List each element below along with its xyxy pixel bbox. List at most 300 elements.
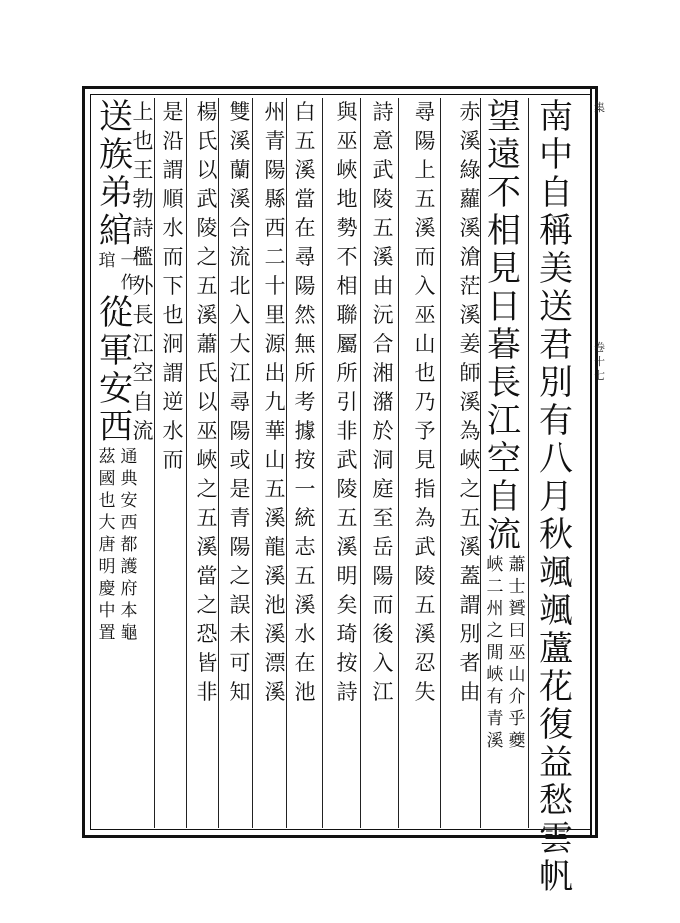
- glyph: 五: [264, 477, 286, 501]
- glyph: 空: [487, 439, 521, 479]
- commentary-column-6: [334, 98, 360, 707]
- glyph: 赤: [459, 100, 481, 124]
- glyph: 所: [336, 361, 358, 385]
- glyph: 不: [487, 173, 521, 213]
- note-glyph: 溪: [486, 731, 504, 751]
- note-glyph: 贇: [508, 599, 526, 619]
- glyph: 指: [414, 477, 436, 501]
- glyph: 詩: [132, 216, 154, 240]
- glyph: 弟: [99, 173, 133, 213]
- glyph: 於: [372, 419, 394, 443]
- inline-note: [94, 250, 138, 294]
- glyph: 縣: [264, 187, 286, 211]
- glyph: 蘆: [539, 629, 573, 669]
- note-glyph: 典: [120, 469, 138, 489]
- glyph: 按: [336, 651, 358, 675]
- glyph: 上: [132, 100, 154, 124]
- glyph: 武: [196, 187, 218, 211]
- glyph: 溪: [459, 216, 481, 240]
- glyph: 由: [459, 680, 481, 704]
- glyph: 綰: [99, 211, 133, 251]
- glyph: 外: [132, 274, 154, 298]
- glyph: 別: [539, 363, 573, 403]
- margin-glyph: 十: [594, 355, 605, 368]
- glyph: 滄: [459, 245, 481, 269]
- glyph: 當: [196, 564, 218, 588]
- glyph: 溪: [414, 216, 436, 240]
- glyph: 者: [459, 651, 481, 675]
- inline-note: [94, 446, 138, 644]
- glyph: 山: [264, 448, 286, 472]
- glyph: 據: [294, 419, 316, 443]
- glyph: 沅: [372, 303, 394, 327]
- note-glyph: 本: [120, 601, 138, 621]
- glyph: 忍: [414, 651, 436, 675]
- glyph: 巫: [336, 129, 358, 153]
- glyph: 帆: [539, 857, 573, 897]
- glyph: 溪: [196, 303, 218, 327]
- glyph: 詩: [336, 680, 358, 704]
- note-glyph: 一: [120, 251, 138, 271]
- glyph: 陵: [372, 187, 394, 211]
- glyph: 矣: [336, 593, 358, 617]
- glyph: 溪: [264, 564, 286, 588]
- glyph: 青: [264, 129, 286, 153]
- glyph: 溪: [196, 535, 218, 559]
- note-glyph: 閒: [486, 643, 504, 663]
- glyph: 溪: [336, 535, 358, 559]
- glyph: 溪: [294, 158, 316, 182]
- note-glyph: 琯: [98, 251, 116, 271]
- note-glyph: 也: [98, 491, 116, 511]
- glyph: 而: [162, 448, 184, 472]
- glyph: 漂: [264, 651, 286, 675]
- glyph: 然: [294, 303, 316, 327]
- glyph: 以: [196, 390, 218, 414]
- glyph: 五: [196, 506, 218, 530]
- glyph: 君: [539, 325, 573, 365]
- glyph: 沿: [162, 129, 184, 153]
- glyph: 雲: [539, 819, 573, 859]
- glyph: 颯: [539, 553, 573, 593]
- glyph: 溪: [294, 593, 316, 617]
- glyph: 尋: [414, 100, 436, 124]
- glyph: 五: [459, 506, 481, 530]
- text-column-13: [94, 98, 138, 644]
- glyph: 檻: [132, 245, 154, 269]
- glyph: 在: [294, 651, 316, 675]
- glyph: 安: [99, 369, 133, 409]
- glyph: 謂: [459, 593, 481, 617]
- note-glyph: 明: [98, 557, 116, 577]
- glyph: 水: [294, 622, 316, 646]
- glyph: 從: [99, 293, 133, 333]
- glyph: 謂: [162, 361, 184, 385]
- glyph: 溪: [459, 129, 481, 153]
- glyph: 五: [414, 593, 436, 617]
- glyph: 陽: [229, 419, 251, 443]
- glyph: 蓋: [459, 564, 481, 588]
- glyph: 之: [459, 477, 481, 501]
- note-glyph: 山: [508, 665, 526, 685]
- glyph: 尋: [229, 390, 251, 414]
- glyph: 志: [294, 535, 316, 559]
- glyph: 江: [132, 332, 154, 356]
- glyph: 在: [294, 216, 316, 240]
- note-glyph: 國: [98, 469, 116, 489]
- glyph: 以: [196, 158, 218, 182]
- glyph: 青: [229, 506, 251, 530]
- glyph: 勃: [132, 187, 154, 211]
- column-rule: [252, 98, 253, 828]
- glyph: 也: [132, 129, 154, 153]
- glyph: 誤: [229, 593, 251, 617]
- glyph: 考: [294, 390, 316, 414]
- glyph: 聯: [336, 303, 358, 327]
- note-glyph: 青: [486, 709, 504, 729]
- glyph: 下: [162, 274, 184, 298]
- glyph: 之: [196, 477, 218, 501]
- glyph: 當: [294, 187, 316, 211]
- column-rule: [360, 98, 361, 828]
- glyph: 月: [539, 477, 573, 517]
- glyph: 溪: [229, 187, 251, 211]
- note-glyph: 州: [486, 599, 504, 619]
- glyph: 五: [336, 506, 358, 530]
- glyph: 陵: [336, 477, 358, 501]
- glyph: 溪: [459, 535, 481, 559]
- note-glyph: 安: [120, 491, 138, 511]
- glyph: 見: [414, 448, 436, 472]
- glyph: 五: [294, 129, 316, 153]
- glyph: 峽: [336, 158, 358, 182]
- glyph: 勢: [336, 216, 358, 240]
- glyph: 山: [414, 332, 436, 356]
- glyph: 花: [539, 667, 573, 707]
- inline-note: [482, 554, 526, 752]
- glyph: 陽: [294, 274, 316, 298]
- glyph: 由: [372, 274, 394, 298]
- glyph: 颯: [539, 591, 573, 631]
- text-column-2: [482, 98, 526, 752]
- column-rule: [480, 98, 481, 828]
- glyph: 潴: [372, 390, 394, 414]
- glyph: 九: [264, 390, 286, 414]
- glyph: 一: [294, 477, 316, 501]
- glyph: 乃: [414, 390, 436, 414]
- glyph: 流: [229, 245, 251, 269]
- glyph: 五: [196, 274, 218, 298]
- glyph: 茫: [459, 274, 481, 298]
- glyph: 南: [539, 97, 573, 137]
- note-glyph: 茲: [98, 447, 116, 467]
- glyph: 氏: [196, 361, 218, 385]
- glyph: 蕭: [196, 332, 218, 356]
- glyph: 稱: [539, 211, 573, 251]
- glyph: 武: [414, 535, 436, 559]
- note-glyph: 西: [120, 513, 138, 533]
- note-glyph: 二: [486, 577, 504, 597]
- glyph: 軍: [99, 331, 133, 371]
- glyph: 予: [414, 419, 436, 443]
- glyph: 五: [414, 187, 436, 211]
- glyph: 族: [99, 135, 133, 175]
- glyph: 江: [229, 361, 251, 385]
- glyph: 蘿: [459, 187, 481, 211]
- glyph: 流: [132, 419, 154, 443]
- glyph: 泂: [162, 332, 184, 356]
- glyph: 為: [414, 506, 436, 530]
- glyph: 溪: [414, 622, 436, 646]
- note-glyph: 夔: [508, 731, 526, 751]
- glyph: 巫: [414, 303, 436, 327]
- commentary-column-4: [412, 98, 438, 707]
- glyph: 地: [336, 187, 358, 211]
- glyph: 西: [264, 216, 286, 240]
- glyph: 陽: [264, 158, 286, 182]
- glyph: 州: [264, 100, 286, 124]
- glyph: 源: [264, 332, 286, 356]
- glyph: 峽: [196, 448, 218, 472]
- glyph: 失: [414, 680, 436, 704]
- glyph: 華: [264, 419, 286, 443]
- text-column-1: [536, 98, 576, 896]
- glyph: 姜: [459, 332, 481, 356]
- glyph: 復: [539, 705, 573, 745]
- glyph: 里: [264, 303, 286, 327]
- glyph: 別: [459, 622, 481, 646]
- glyph: 陵: [196, 216, 218, 240]
- glyph: 武: [372, 158, 394, 182]
- note-glyph: 中: [98, 601, 116, 621]
- glyph: 西: [99, 407, 133, 447]
- glyph: 合: [372, 332, 394, 356]
- note-glyph: 乎: [508, 709, 526, 729]
- glyph: 雙: [229, 100, 251, 124]
- glyph: 陽: [414, 129, 436, 153]
- glyph: 二: [264, 245, 286, 269]
- commentary-column-7: [292, 98, 318, 707]
- glyph: 溪: [264, 506, 286, 530]
- glyph: 是: [162, 100, 184, 124]
- note-glyph: 蕭: [508, 555, 526, 575]
- glyph: 自: [487, 477, 521, 517]
- column-rule: [528, 98, 529, 828]
- note-glyph: 唐: [98, 535, 116, 555]
- glyph: 非: [336, 419, 358, 443]
- column-rule: [286, 98, 287, 828]
- glyph: 至: [372, 506, 394, 530]
- glyph: 明: [336, 564, 358, 588]
- commentary-column-9: [227, 98, 253, 707]
- glyph: 未: [229, 622, 251, 646]
- margin-glyph: 卷: [594, 341, 605, 354]
- glyph: 長: [487, 363, 521, 403]
- column-rule: [154, 98, 155, 828]
- glyph: 峽: [459, 448, 481, 472]
- glyph: 流: [487, 515, 521, 555]
- note-glyph: 士: [508, 577, 526, 597]
- glyph: 入: [372, 651, 394, 675]
- glyph: 長: [132, 303, 154, 327]
- glyph: 為: [459, 419, 481, 443]
- glyph: 引: [336, 390, 358, 414]
- glyph: 楊: [196, 100, 218, 124]
- glyph: 陽: [372, 564, 394, 588]
- glyph: 望: [487, 97, 521, 137]
- note-glyph: 介: [508, 687, 526, 707]
- glyph: 日: [487, 287, 521, 327]
- glyph: 之: [196, 593, 218, 617]
- glyph: 溪: [372, 245, 394, 269]
- glyph: 有: [539, 401, 573, 441]
- glyph: 入: [414, 274, 436, 298]
- commentary-column-5: [370, 98, 396, 707]
- glyph: 溪: [459, 303, 481, 327]
- glyph: 入: [229, 303, 251, 327]
- glyph: 無: [294, 332, 316, 356]
- glyph: 自: [539, 173, 573, 213]
- margin-glyph: 集: [594, 101, 605, 114]
- note-glyph: 慶: [98, 579, 116, 599]
- glyph: 八: [539, 439, 573, 479]
- note-glyph: 置: [98, 623, 116, 643]
- glyph: 自: [132, 390, 154, 414]
- fold-margin: [592, 88, 606, 836]
- glyph: 相: [336, 274, 358, 298]
- note-glyph: 都: [120, 535, 138, 555]
- glyph: 而: [414, 245, 436, 269]
- glyph: 遠: [487, 135, 521, 175]
- glyph: 美: [539, 249, 573, 289]
- glyph: 上: [414, 158, 436, 182]
- glyph: 龍: [264, 535, 286, 559]
- glyph: 也: [162, 303, 184, 327]
- note-glyph: 大: [98, 513, 116, 533]
- glyph: 岳: [372, 535, 394, 559]
- glyph: 所: [294, 361, 316, 385]
- glyph: 洞: [372, 448, 394, 472]
- glyph: 相: [487, 211, 521, 251]
- glyph: 綠: [459, 158, 481, 182]
- glyph: 不: [336, 245, 358, 269]
- glyph: 之: [229, 564, 251, 588]
- glyph: 空: [132, 361, 154, 385]
- glyph: 溪: [229, 129, 251, 153]
- note-glyph: 曰: [508, 621, 526, 641]
- glyph: 北: [229, 274, 251, 298]
- column-rule: [398, 98, 399, 828]
- note-glyph: 有: [486, 687, 504, 707]
- glyph: 可: [229, 651, 251, 675]
- glyph: 武: [336, 448, 358, 472]
- note-glyph: 作: [120, 273, 138, 293]
- glyph: 池: [264, 593, 286, 617]
- glyph: 屬: [336, 332, 358, 356]
- glyph: 王: [132, 158, 154, 182]
- glyph: 庭: [372, 477, 394, 501]
- commentary-column-8: [262, 98, 288, 707]
- column-rule: [218, 98, 219, 828]
- glyph: 或: [229, 448, 251, 472]
- glyph: 陽: [229, 535, 251, 559]
- note-glyph: 通: [120, 447, 138, 467]
- glyph: 水: [162, 216, 184, 240]
- commentary-column-11: [160, 98, 186, 475]
- glyph: 五: [372, 216, 394, 240]
- glyph: 十: [264, 274, 286, 298]
- glyph: 江: [487, 401, 521, 441]
- glyph: 大: [229, 332, 251, 356]
- glyph: 送: [539, 287, 573, 327]
- note-glyph: 府: [120, 579, 138, 599]
- margin-glyph: 七: [594, 369, 605, 382]
- glyph: 按: [294, 448, 316, 472]
- glyph: 陵: [414, 564, 436, 588]
- note-glyph: 之: [486, 621, 504, 641]
- column-rule: [186, 98, 187, 828]
- glyph: 皆: [196, 651, 218, 675]
- glyph: 蘭: [229, 158, 251, 182]
- glyph: 意: [372, 129, 394, 153]
- glyph: 師: [459, 361, 481, 385]
- glyph: 之: [196, 245, 218, 269]
- glyph: 後: [372, 622, 394, 646]
- glyph: 五: [294, 564, 316, 588]
- glyph: 詩: [372, 100, 394, 124]
- glyph: 尋: [294, 245, 316, 269]
- note-glyph: 巫: [508, 643, 526, 663]
- glyph: 水: [162, 419, 184, 443]
- glyph: 江: [372, 680, 394, 704]
- glyph: 暮: [487, 325, 521, 365]
- glyph: 湘: [372, 361, 394, 385]
- glyph: 溪: [459, 390, 481, 414]
- glyph: 送: [99, 97, 133, 137]
- glyph: 非: [196, 680, 218, 704]
- glyph: 氏: [196, 129, 218, 153]
- column-rule: [322, 98, 323, 828]
- glyph: 白: [294, 100, 316, 124]
- glyph: 而: [162, 245, 184, 269]
- glyph: 琦: [336, 622, 358, 646]
- glyph: 逆: [162, 390, 184, 414]
- note-glyph: 峽: [486, 555, 504, 575]
- glyph: 與: [336, 100, 358, 124]
- glyph: 順: [162, 187, 184, 211]
- glyph: 秋: [539, 515, 573, 555]
- glyph: 知: [229, 680, 251, 704]
- note-glyph: 龜: [120, 623, 138, 643]
- glyph: 中: [539, 135, 573, 175]
- column-rule: [440, 98, 441, 828]
- glyph: 謂: [162, 158, 184, 182]
- glyph: 也: [414, 361, 436, 385]
- glyph: 愁: [539, 781, 573, 821]
- glyph: 池: [294, 680, 316, 704]
- glyph: 是: [229, 477, 251, 501]
- glyph: 巫: [196, 419, 218, 443]
- glyph: 合: [229, 216, 251, 240]
- glyph: 益: [539, 743, 573, 783]
- glyph: 統: [294, 506, 316, 530]
- commentary-column-10: [194, 98, 220, 707]
- glyph: 溪: [264, 680, 286, 704]
- glyph: 見: [487, 249, 521, 289]
- note-glyph: 護: [120, 557, 138, 577]
- note-glyph: 峽: [486, 665, 504, 685]
- glyph: 恐: [196, 622, 218, 646]
